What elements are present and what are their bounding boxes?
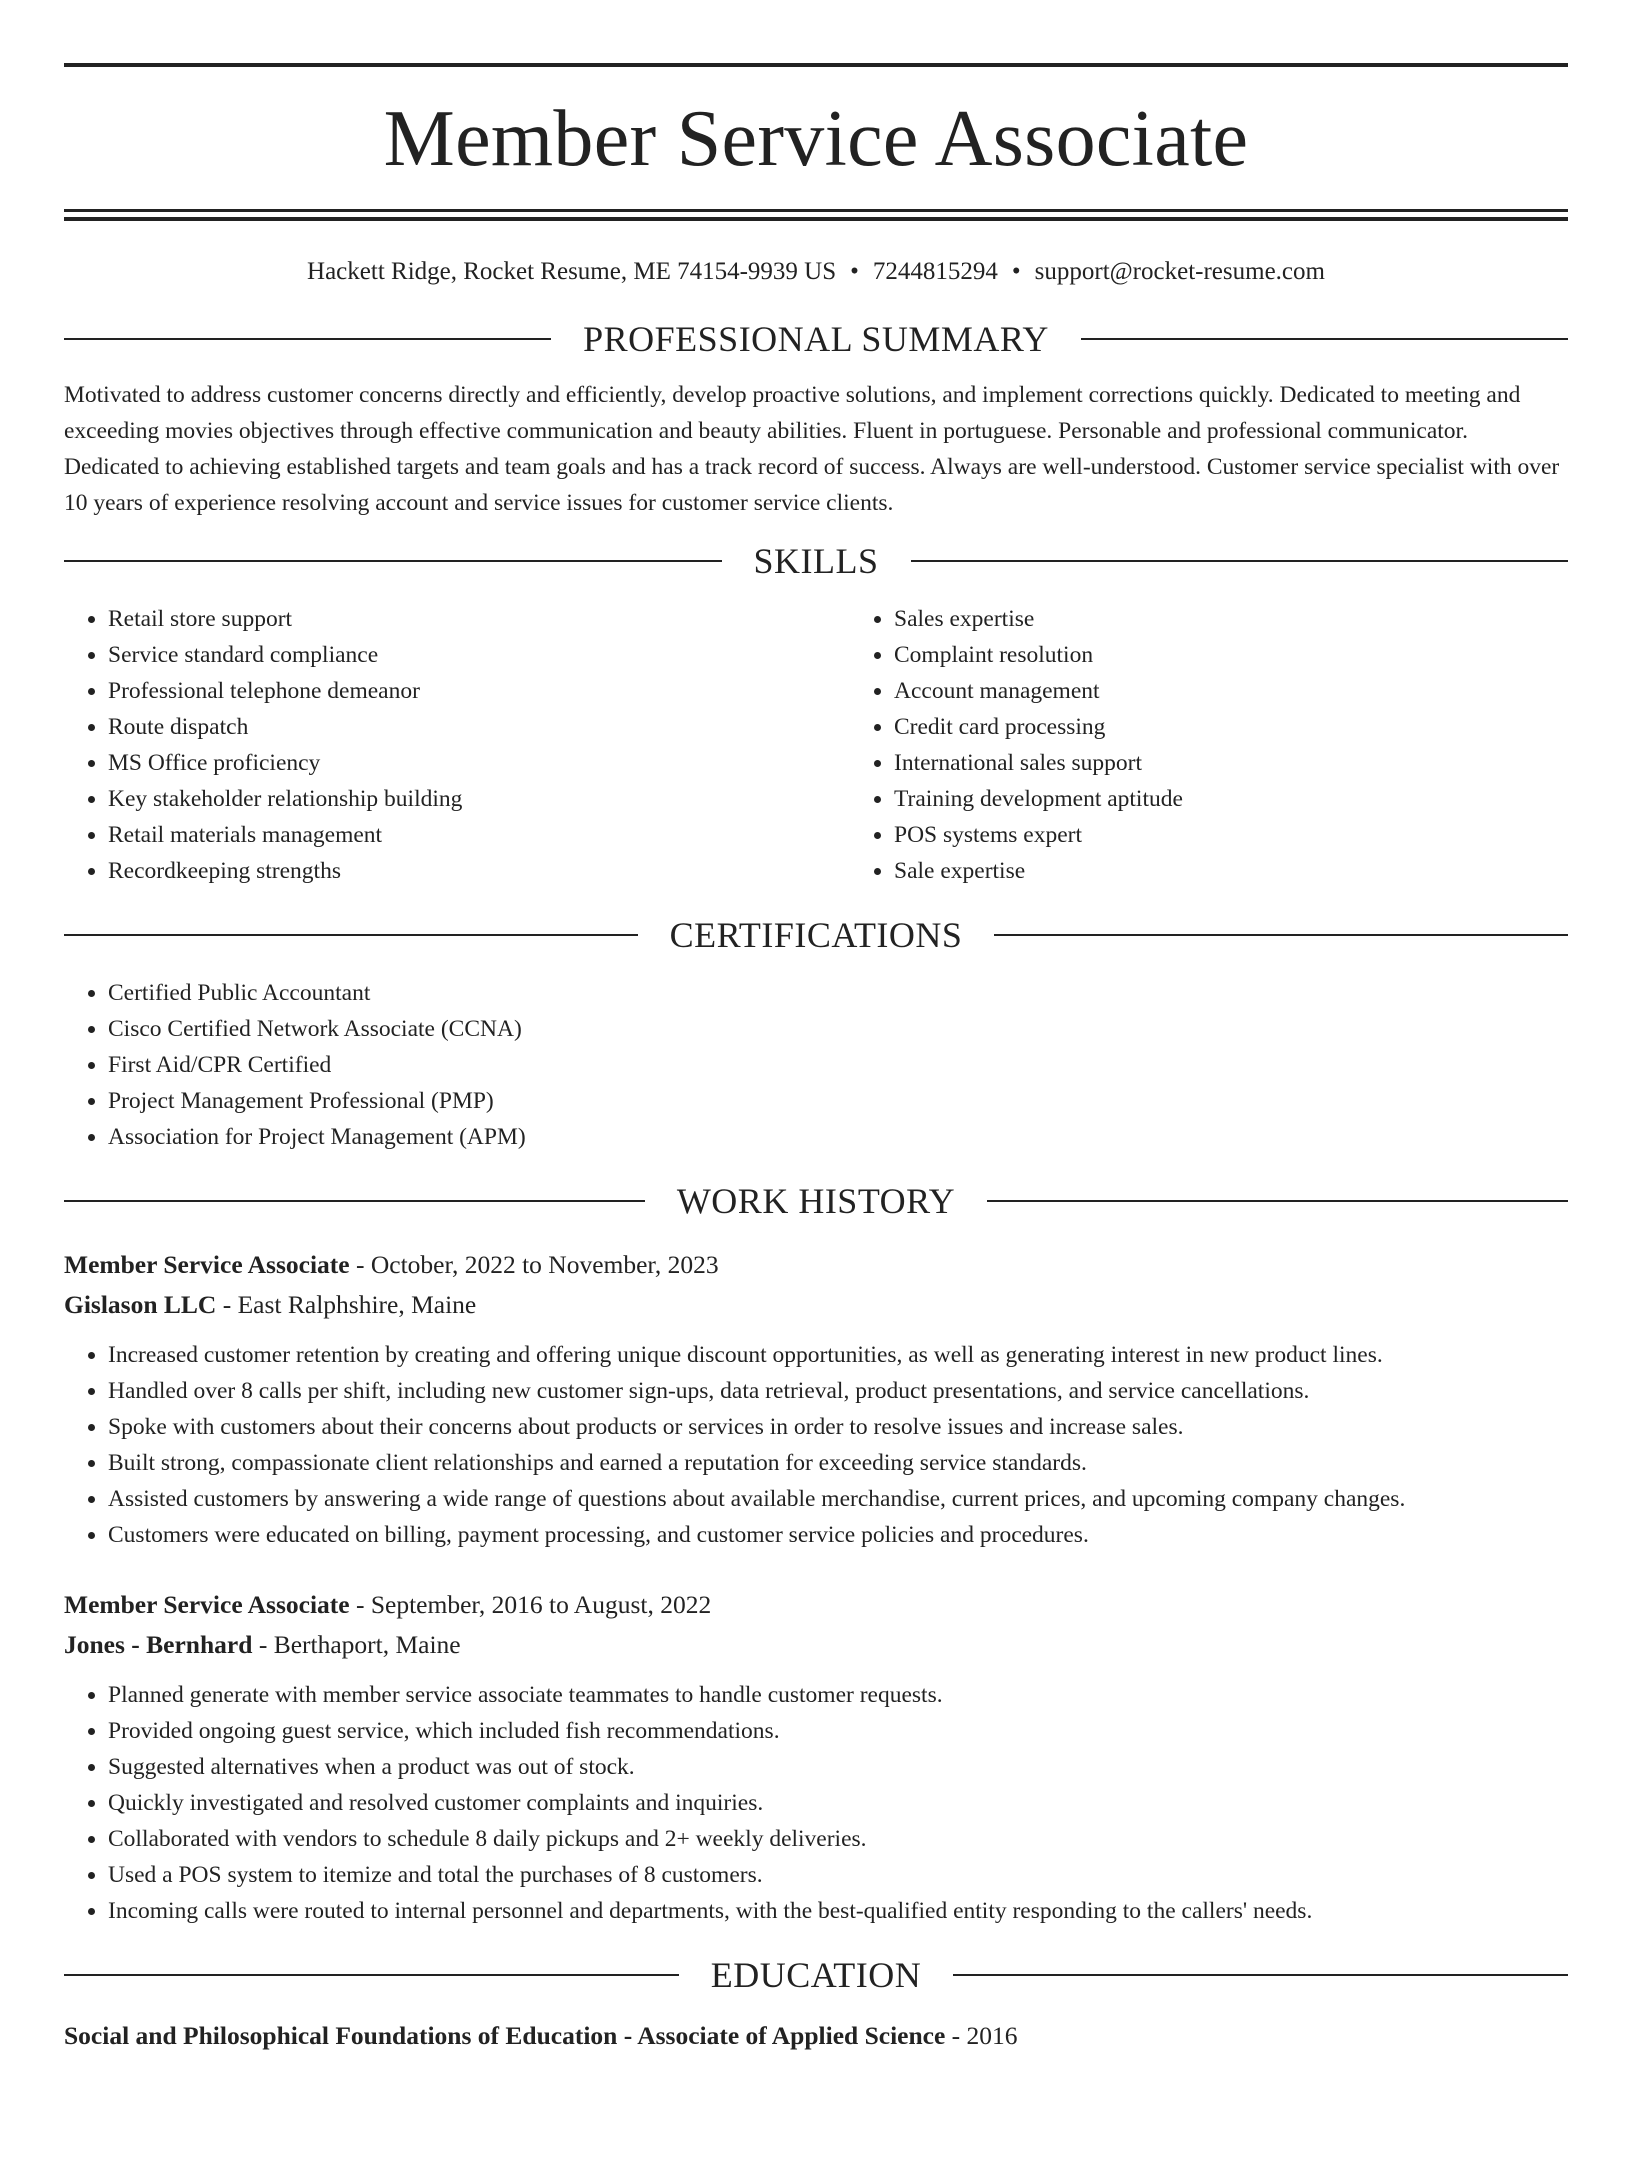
certification-item: • First Aid/CPR Certified [108,1047,1568,1083]
education-degree: Social and Philosophical Foundations of Education - Associate of Applied Science [64,2021,946,2050]
skill-item: • Service standard compliance [108,637,850,673]
section-rule [64,338,551,340]
section-rule [1081,338,1568,340]
section-title: PROFESSIONAL SUMMARY [583,319,1049,359]
job-location: Berthaport, Maine [273,1630,461,1659]
resume-name: Member Service Associate [383,95,1249,183]
summary-paragraph: Motivated to address customer concerns directly and efficiently, develop proactive solutions, and implement corrections quickly. Dedicated to meeting and exceeding movies objectives through effective communication and beauty abilities. Fluent in portuguese. Personable and professional communicator. Dedicated to achieving established targets and team goals and has a track record of success. Always are well-understood. Customer service specialist with over 10 years of experience resolving account and service issues for customer service clients. [64,382,1560,516]
section-rule [64,934,638,936]
skill-item: • Route dispatch [108,709,850,745]
section-header-certifications [64,909,1568,961]
header-double-rule [64,209,1568,221]
skill-item: • POS systems expert [894,817,1183,853]
skill-item: • Complaint resolution [894,637,1183,673]
job-company-line: Gislason LLC - East Ralphshire, Maine [64,1290,477,1319]
section-rule [953,1974,1568,1976]
skills-column-left [64,601,850,889]
section-header-summary [64,313,1568,365]
certification-item: • Project Management Professional (PMP) [108,1083,1568,1119]
skill-item: • Credit card processing [894,709,1183,745]
certification-item: • Certified Public Accountant [108,975,1568,1011]
job-bullet: • Quickly investigated and resolved customer complaints and inquiries. [108,1785,1568,1821]
job-bullets [64,1677,1568,1929]
certification-item: • Cisco Certified Network Associate (CCNA) [108,1011,1568,1047]
job-bullets [64,1337,1568,1553]
job-bullet: • Collaborated with vendors to schedule 8 daily pickups and 2+ weekly deliveries. [108,1821,1568,1857]
section-rule [987,1200,1568,1202]
skill-item: • International sales support [894,745,1183,781]
skill-item: • Account management [894,673,1183,709]
contact-separator: • [850,258,859,285]
job-entry [64,1585,1568,1929]
job-bullet: • Built strong, compassionate client relationships and earned a reputation for exceeding service standards. [108,1445,1568,1481]
skill-item: • Professional telephone demeanor [108,673,850,709]
skill-item: • Sale expertise [894,853,1183,889]
job-bullet: • Suggested alternatives when a product was out of stock. [108,1749,1568,1785]
job-dates: September, 2016 to August, 2022 [370,1590,712,1619]
job-bullet: • Handled over 8 calls per shift, including new customer sign-ups, data retrieval, product presentations, and service cancellations. [108,1373,1568,1409]
skill-item: • Key stakeholder relationship building [108,781,850,817]
job-entry [64,1245,1568,1553]
section-rule [64,1974,679,1976]
job-bullet: • Planned generate with member service associate teammates to handle customer requests. [108,1677,1568,1713]
section-header-skills [64,535,1568,587]
contact-address: Hackett Ridge, Rocket Resume, ME 74154-9939 US [307,258,837,285]
job-title: Member Service Associate [64,1250,350,1279]
section-title: WORK HISTORY [676,1181,956,1221]
section-title: EDUCATION [710,1955,922,1995]
job-bullet: • Provided ongoing guest service, which included fish recommendations. [108,1713,1568,1749]
section-header-work-history [64,1175,1568,1227]
skills-column-right [850,601,1183,889]
job-location: East Ralphshire, Maine [237,1290,477,1319]
header-top-rule [64,63,1568,67]
job-bullet: • Spoke with customers about their concerns about products or services in order to resolve issues and increase sales. [108,1409,1568,1445]
skill-item: • Recordkeeping strengths [108,853,850,889]
skill-item: • Retail store support [108,601,850,637]
section-rule [911,560,1569,562]
section-title: CERTIFICATIONS [669,915,963,955]
skill-item: • Sales expertise [894,601,1183,637]
certifications-list [64,975,1568,1155]
job-title-line: Member Service Associate - October, 2022 to November, 2023 [64,1250,719,1279]
job-dates: October, 2022 to November, 2023 [370,1250,719,1279]
job-company: Gislason LLC [64,1290,217,1319]
section-rule [64,1200,645,1202]
skill-item: • MS Office proficiency [108,745,850,781]
contact-email: support@rocket-resume.com [1034,258,1325,285]
job-bullet: • Incoming calls were routed to internal personnel and departments, with the best-qualified entity responding to the callers' needs. [108,1893,1568,1929]
job-bullet: • Used a POS system to itemize and total the purchases of 8 customers. [108,1857,1568,1893]
skills-list [64,587,1568,889]
job-bullet: • Customers were educated on billing, payment processing, and customer service policies and procedures. [108,1517,1568,1553]
job-bullet: • Assisted customers by answering a wide range of questions about available merchandise, current prices, and upcoming company changes. [108,1481,1568,1517]
skill-item: • Training development aptitude [894,781,1183,817]
job-company-line: Jones - Bernhard - Berthaport, Maine [64,1630,461,1659]
resume-page [0,63,1632,2175]
skill-item: • Retail materials management [108,817,850,853]
job-title: Member Service Associate [64,1590,350,1619]
contact-phone: 7244815294 [872,258,998,285]
contact-separator: • [1011,258,1021,285]
certification-item: • Association for Project Management (APM) [108,1119,1568,1155]
contact-line [64,257,1568,287]
section-rule [64,560,722,562]
job-company: Jones - Bernhard [64,1630,253,1659]
section-rule [994,934,1568,936]
education-entry: Social and Philosophical Foundations of Education - Associate of Applied Science - 2016 [64,2021,1018,2050]
section-title: SKILLS [753,541,879,581]
job-title-line: Member Service Associate - September, 2016 to August, 2022 [64,1590,712,1619]
job-bullet: • Increased customer retention by creating and offering unique discount opportunities, as well as generating interest in new product lines. [108,1337,1568,1373]
section-header-education [64,1949,1568,2001]
education-year: 2016 [966,2021,1018,2050]
